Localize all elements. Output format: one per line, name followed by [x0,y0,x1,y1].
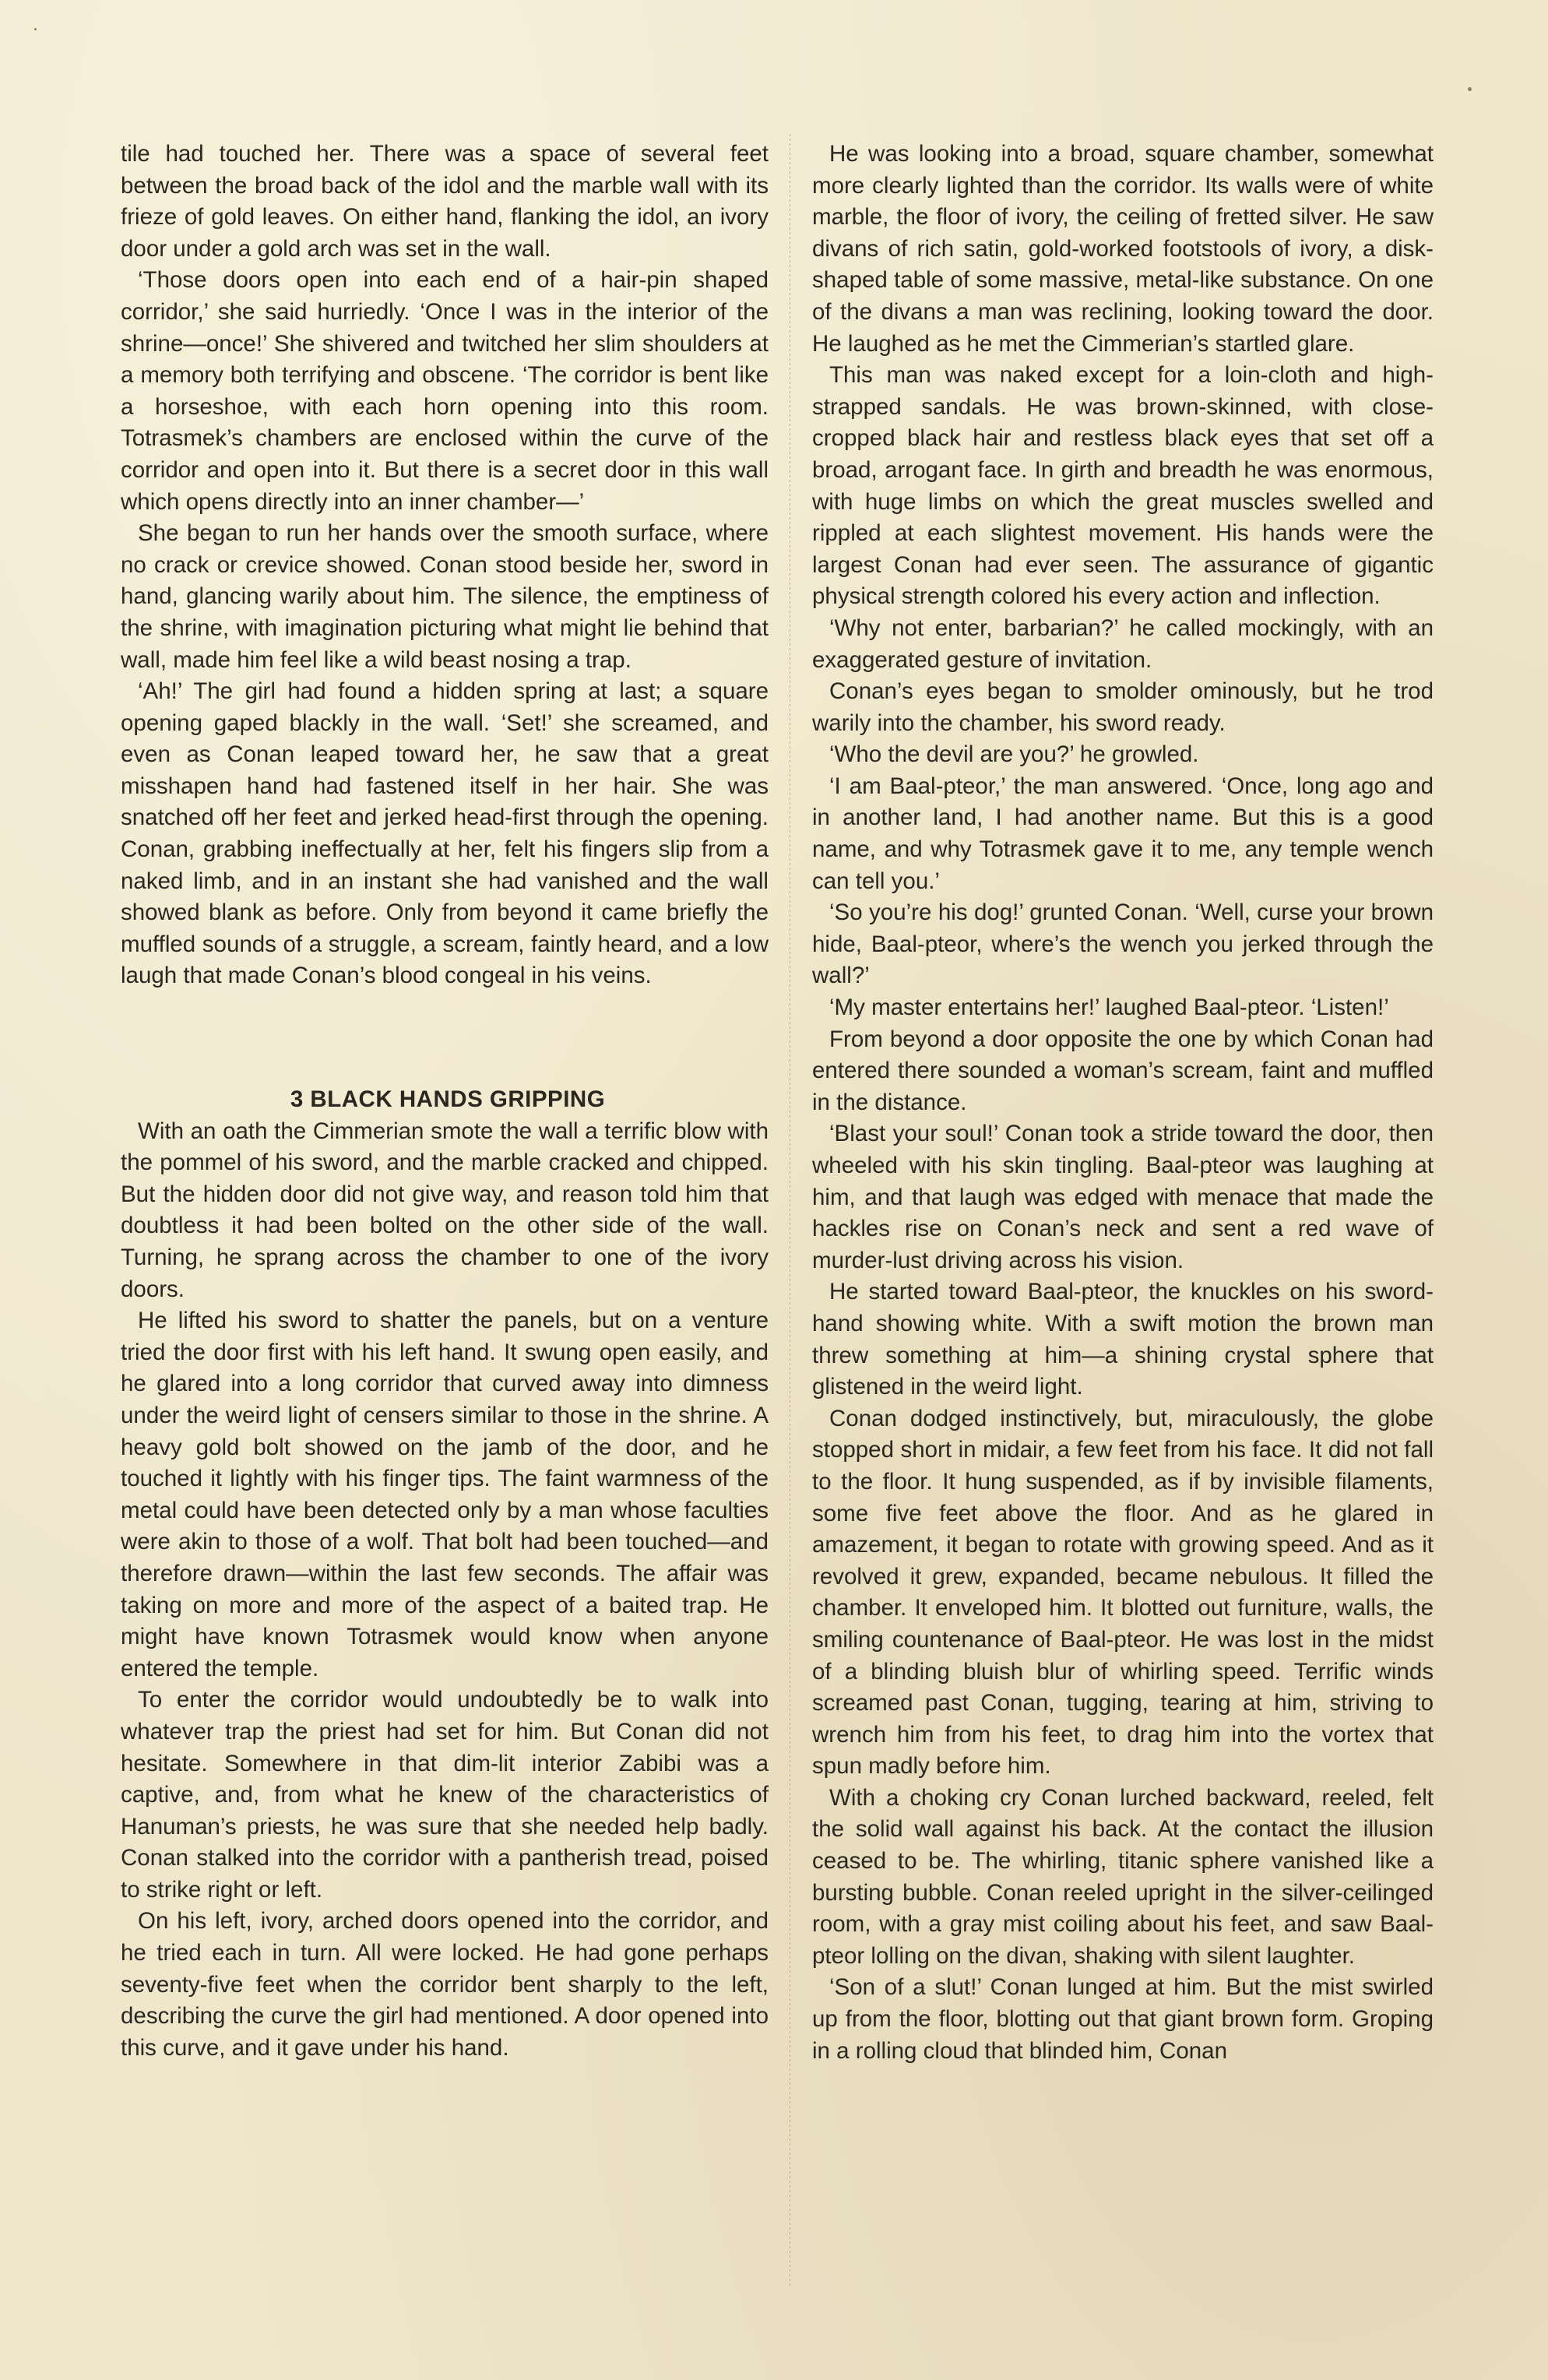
paragraph: Conan’s eyes began to smolder ominously, but he trod warily into the chamber, his sword ready. [812,678,1434,736]
left-column [121,139,769,2064]
paragraph: He started toward Baal-pteor, the knuckles on his sword-hand showing white. With a swift motion the brown man threw something at him—a shining crystal sphere that glistened in the weird light. [812,1279,1434,1400]
chapter-heading: 3 BLACK HANDS GRIPPING [290,1086,606,1113]
paragraph: ‘I am Baal-pteor,’ the man answered. ‘Once, long ago and in another land, I had another name. But this is a good name, and why Totrasmek gave it to me, any temple wench can tell you.’ [812,773,1434,894]
paragraph: ‘Who the devil are you?’ he growled. [829,741,1199,768]
paragraph: With a choking cry Conan lurched backward, reeled, felt the solid wall against his back. At the contact the illusion ceased to be. The whirling, titanic sphere vanished like a bursting bubble. Conan reeled upright in the silver-ceilinged room, with a gray mist coiling about his feet, and saw Baal-pteor lolling on the divan, shaking with silent laughter. [812,1784,1434,1969]
paragraph: ‘Son of a slut!’ Conan lunged at him. But the mist swirled up from the floor, blotting out that giant brown form. Groping in a rolling cloud that blinded him, Conan [812,1974,1434,2064]
paragraph: tile had touched her. There was a space of several feet between the broad back of the idol and the marble wall with its frieze of gold leaves. On either hand, flanking the idol, an ivory door under a gold arch was set in the wall. [121,141,769,262]
paragraph: He lifted his sword to shatter the panels, but on a venture tried the door first with his left hand. It swung open easily, and he glared into a long corridor that curved away into dimness under the weird light of censers similar to those in the shrine. A heavy gold bolt showed on the jamb of the door, and he touched it lightly with his finger tips. The faint warmness of the metal could have been detected only by a man whose faculties were akin to those of a wolf. That bolt had been touched—and therefore drawn—within the last few seconds. The affair was taking on more and more of the aspect of a baited trap. He might have known Totrasmek would know when anyone entered the temple. [121,1308,769,1681]
paragraph: She began to run her hands over the smooth surface, where no crack or crevice showed. Conan stood beside her, sword in hand, glancing warily about him. The silence, the emptiness of the shrine, with imagination picturing what might lie behind that wall, made him feel like a wild beast nosing a trap. [121,520,769,673]
paragraph: ‘My master entertains her!’ laughed Baal-pteor. ‘Listen!’ [829,995,1389,1021]
paragraph: ‘Why not enter, barbarian?’ he called mockingly, with an exaggerated gesture of invitation. [812,614,1434,673]
chapter-spacer [121,992,769,1084]
paragraph: ‘Blast your soul!’ Conan took a stride toward the door, then wheeled with his skin tingling. Baal-pteor was laughing at him, and that laugh was edged with menace that made the hackles rise on Conan’s neck and sent a red wave of murder-lust driving across his vision. [812,1121,1434,1273]
paper-speck [34,28,37,30]
paragraph: ‘Ah!’ The girl had found a hidden spring at last; a square opening gaped blackly in the wall. ‘Set!’ she screamed, and even as Conan leaped toward her, he saw that a great misshapen hand had fastened itself in her hair. She was snatched off her feet and jerked head-first through the opening. Conan, grabbing ineffectually at her, felt his fingers slip from a naked limb, and in an instant she had vanished and the wall showed blank as before. Only from beyond it came briefly the muffled sounds of a struggle, a scream, faintly heard, and a low laugh that made Conan’s blood congeal in his veins. [121,678,769,989]
paragraph: He was looking into a broad, square chamber, somewhat more clearly lighted than the corridor. Its walls were of white marble, the floor of ivory, the ceiling of fretted silver. He saw divans of rich satin, gold-worked footstools of ivory, a disk-shaped table of some massive, metal-like substance. On one of the divans a man was reclining, looking toward the door. He laughed as he met the Cimmerian’s startled glare. [812,141,1434,357]
paper-speck [1468,87,1472,91]
paragraph: ‘So you’re his dog!’ grunted Conan. ‘Well, curse your brown hide, Baal-pteor, where’s the wench you jerked through the wall?’ [812,900,1434,989]
paragraph: This man was naked except for a loin-cloth and high-strapped sandals. He was brown-skinned, with close-cropped black hair and restless black eyes that set off a broad, arrogant face. In girth and breadth he was enormous, with huge limbs on which the great muscles swelled and rippled at each slightest movement. His hands were the largest Conan had ever seen. The assurance of gigantic physical strength colored his every action and inflection. [812,362,1434,610]
paragraph: ‘Those doors open into each end of a hair-pin shaped corridor,’ she said hurriedly. ‘Once I was in the interior of the shrine—once!’ She shivered and twitched her slim shoulders at a memory both terrifying and obscene. ‘The corridor is bent like a horseshoe, with each horn opening into this room. Totrasmek’s chambers are enclosed within the curve of the corridor and open into it. But there is a secret door in this wall which opens directly into an inner chamber—’ [121,267,769,515]
paragraph: On his left, ivory, arched doors opened into the corridor, and he tried each in turn. All were locked. He had gone perhaps seventy-five feet when the corridor bent sharply to the left, describing the curve the girl had mentioned. A door opened into this curve, and it gave under his hand. [121,1908,769,2061]
paragraph: To enter the corridor would undoubtedly be to walk into whatever trap the priest had set for him. But Conan did not hesitate. Somewhere in that dim-lit interior Zabibi was a captive, and, from what he knew of the characteristics of Hanuman’s priests, he was sure that she needed help badly. Conan stalked into the corridor with a pantherish tread, poised to strike right or left. [121,1687,769,1903]
right-column [812,139,1434,2067]
paragraph: Conan dodged instinctively, but, miraculously, the globe stopped short in midair, a few feet from his face. It did not fall to the floor. It hung suspended, as if by invisible filaments, some five feet above the floor. And as he glared in amazement, it began to rotate with growing speed. And as it revolved it grew, expanded, became nebulous. It filled the chamber. It enveloped him. It blotted out furniture, walls, the smiling countenance of Baal-pteor. He was lost in the midst of a blinding bluish blur of whirling speed. Terrific winds screamed past Conan, tugging, tearing at him, striving to wrench him from his feet, to drag him into the vortex that spun madly before him. [812,1405,1434,1780]
paragraph: With an oath the Cimmerian smote the wall a terrific blow with the pommel of his sword, and the marble cracked and chipped. But the hidden door did not give way, and reason told him that doubtless it had been bolted on the other side of the wall. Turning, he sprang across the chamber to one of the ivory doors. [121,1118,769,1302]
paragraph: From beyond a door opposite the one by which Conan had entered there sounded a woman’s scream, faint and muffled in the distance. [812,1026,1434,1115]
